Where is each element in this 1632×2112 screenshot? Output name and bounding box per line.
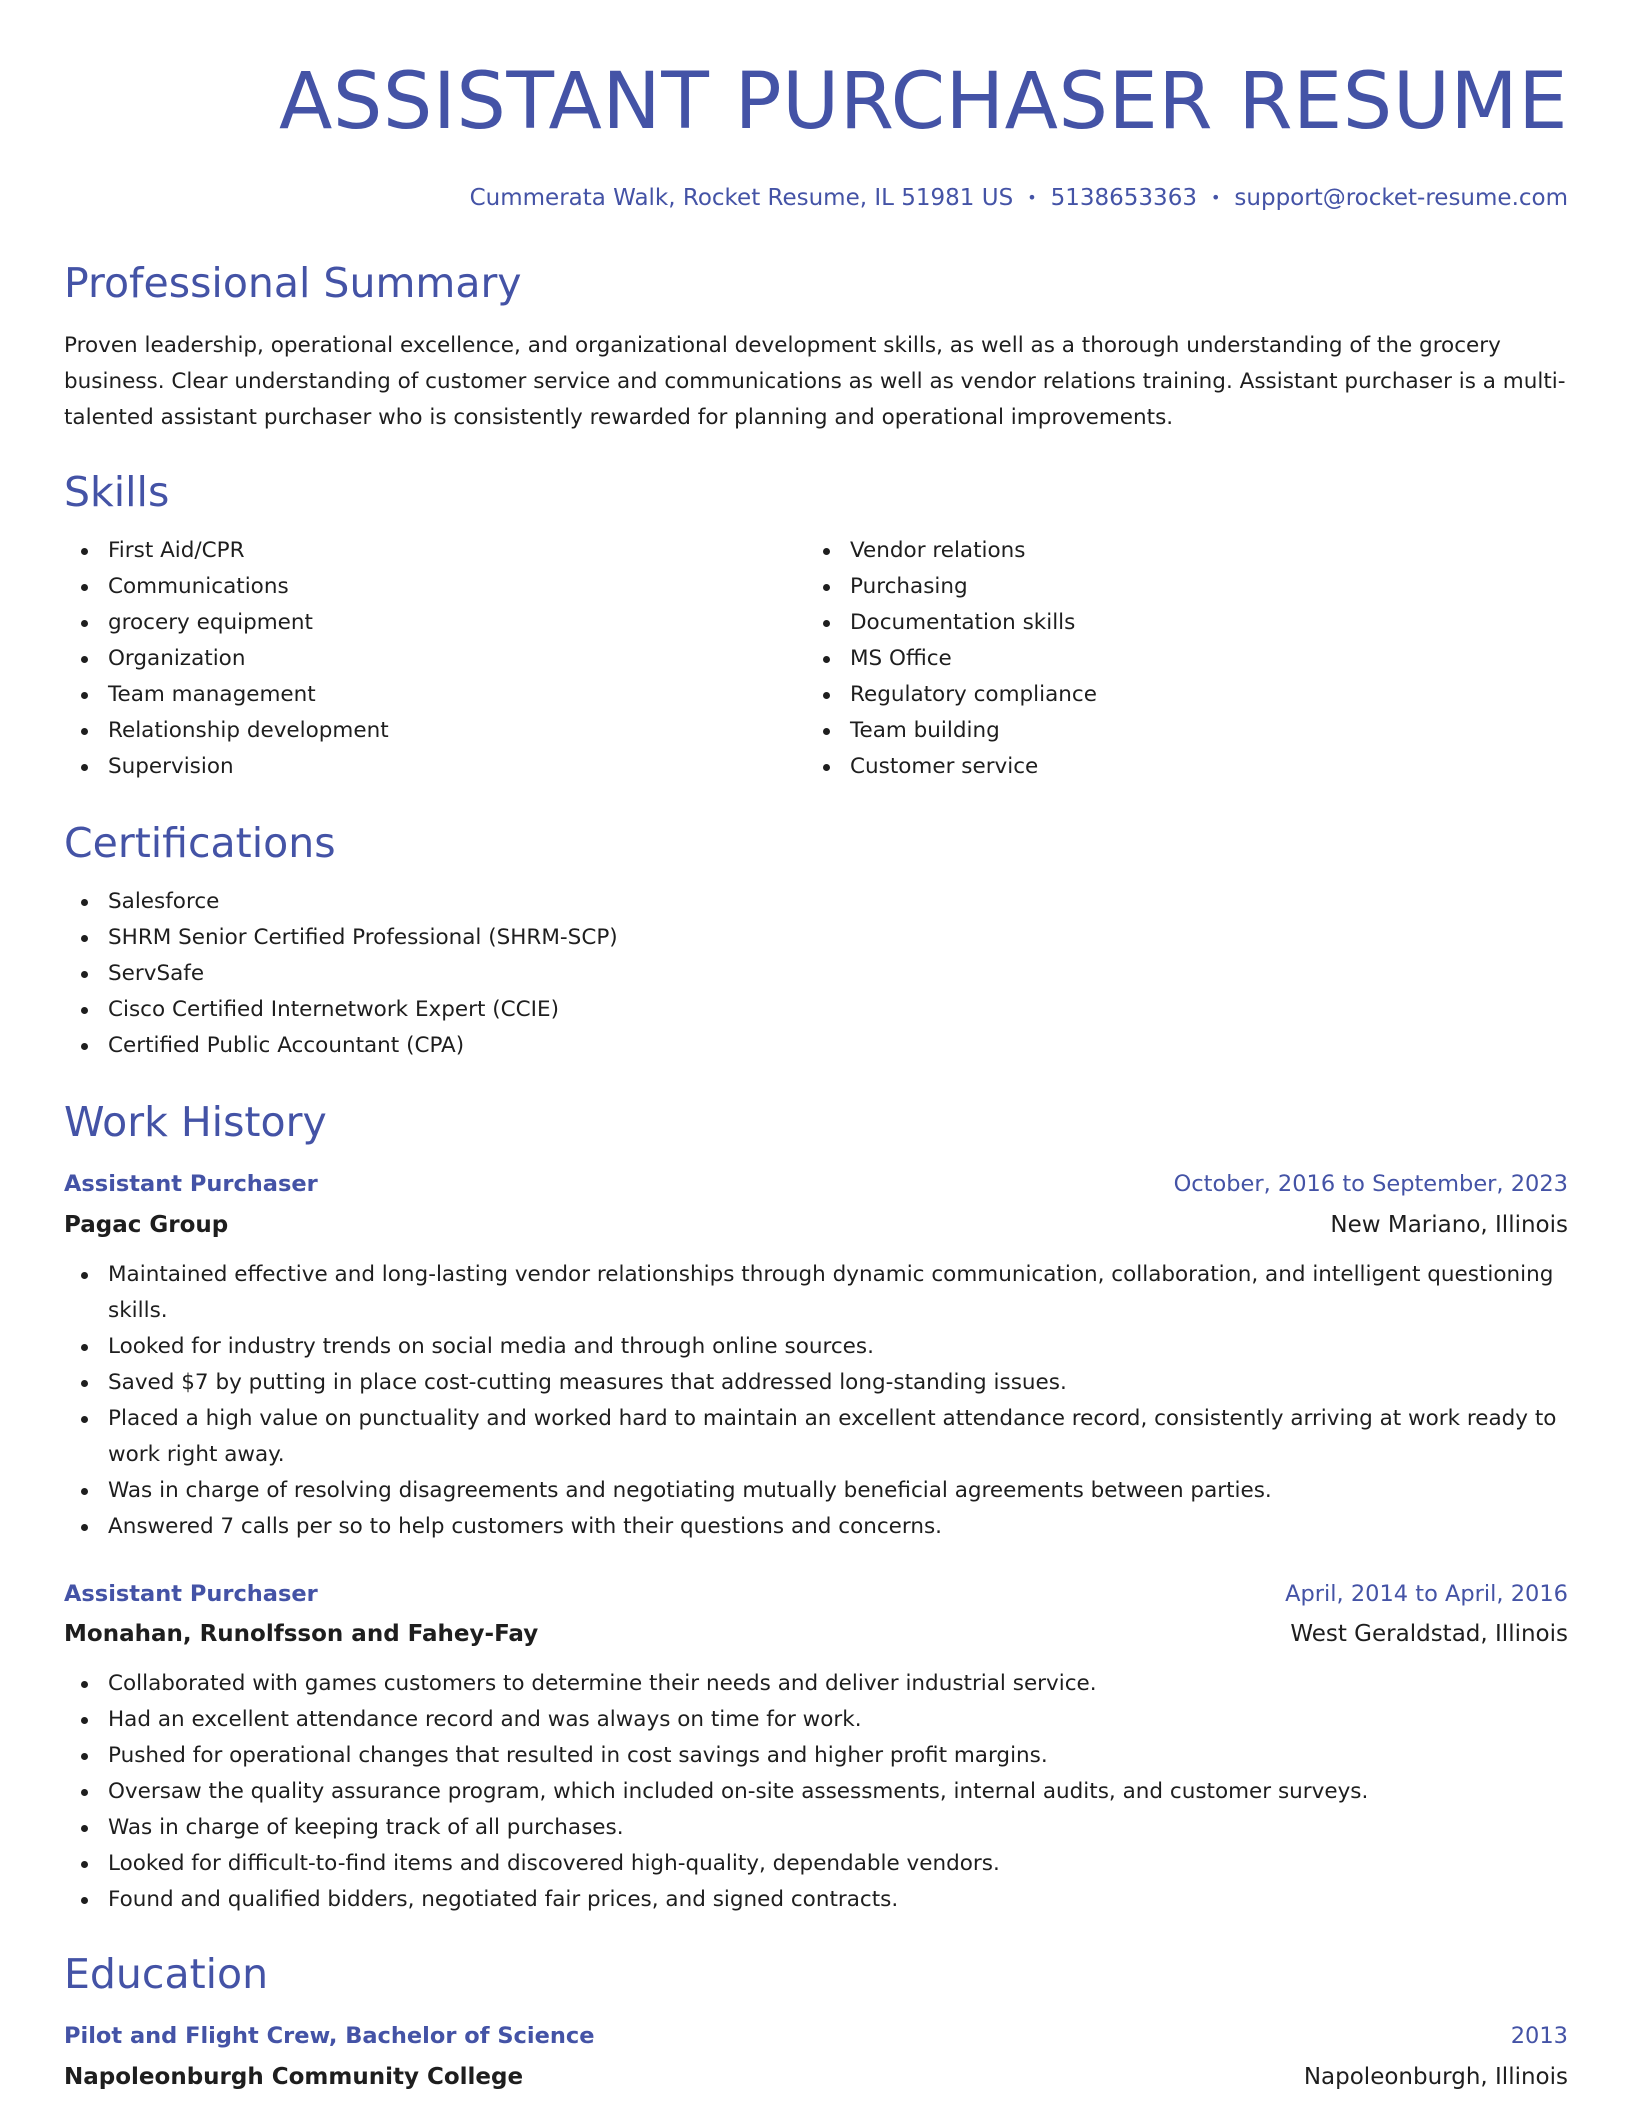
skill-item: First Aid/CPR — [64, 533, 806, 569]
skill-item: Documentation skills — [806, 605, 1548, 641]
certification-item: Salesforce — [64, 884, 1568, 920]
skills-heading: Skills — [64, 468, 170, 516]
job-duties-list — [64, 1257, 1568, 1545]
job-duty: Saved $7 by putting in place cost-cutting measures that addressed long-standing issues. — [64, 1365, 1568, 1401]
skill-item: Supervision — [64, 749, 806, 785]
certification-item: Cisco Certified Internetwork Expert (CCIE) — [64, 992, 1568, 1028]
job-duty: Answered 7 calls per so to help customers with their questions and concerns. — [64, 1509, 1568, 1545]
job-duty: Placed a high value on punctuality and worked hard to maintain an excellent attendance record, consistently arriving at work ready to work right away. — [64, 1401, 1568, 1473]
work-history-heading: Work History — [64, 1098, 327, 1146]
contact-separator: • — [1210, 188, 1221, 207]
education-heading: Education — [64, 1950, 269, 1998]
skill-item: Relationship development — [64, 713, 806, 749]
certification-item: SHRM Senior Certified Professional (SHRM-SCP) — [64, 920, 1568, 956]
job-entry — [64, 1173, 1568, 1545]
certifications-heading: Certifications — [64, 819, 336, 867]
skill-item: Organization — [64, 641, 806, 677]
job-dates: October, 2016 to September, 2023 — [1173, 1171, 1568, 1197]
job-location: West Geraldstad, Illinois — [1290, 1621, 1568, 1647]
school-name: Napoleonburgh Community College — [64, 2063, 524, 2090]
job-title: Assistant Purchaser — [64, 1580, 318, 1607]
degree: Pilot and Flight Crew, Bachelor of Science — [64, 2023, 595, 2049]
job-duty: Looked for difficult-to-find items and discovered high-quality, dependable vendors. — [64, 1846, 1568, 1882]
job-duty: Found and qualified bidders, negotiated fair prices, and signed contracts. — [64, 1882, 1568, 1918]
skill-item: Customer service — [806, 749, 1548, 785]
job-duty: Collaborated with games customers to determine their needs and deliver industrial service. — [64, 1666, 1568, 1702]
job-location: New Mariano, Illinois — [1330, 1211, 1568, 1238]
job-dates: April, 2014 to April, 2016 — [1285, 1580, 1568, 1607]
certification-item: ServSafe — [64, 956, 1568, 992]
company-name: Monahan, Runolfsson and Fahey-Fay — [64, 1621, 539, 1647]
skill-item: grocery equipment — [64, 605, 806, 641]
job-duty: Was in charge of keeping track of all purchases. — [64, 1810, 1568, 1846]
skill-item: Purchasing — [806, 569, 1548, 605]
contact-email: support@rocket-resume.com — [1234, 185, 1568, 211]
skills-left-column — [64, 533, 806, 785]
resume-title: ASSISTANT PURCHASER RESUME — [279, 57, 1568, 147]
job-duty: Was in charge of resolving disagreements and negotiating mutually beneficial agreements between parties. — [64, 1473, 1568, 1509]
skills-list — [64, 533, 1568, 785]
job-duty: Looked for industry trends on social media and through online sources. — [64, 1329, 1568, 1365]
skill-item: Communications — [64, 569, 806, 605]
contact-address: Cummerata Walk, Rocket Resume, IL 51981 US — [469, 185, 1014, 211]
summary-heading: Professional Summary — [64, 259, 522, 307]
job-duty: Pushed for operational changes that resulted in cost savings and higher profit margins. — [64, 1738, 1568, 1774]
certifications-list — [64, 884, 1568, 1064]
contact-phone: 5138653363 — [1050, 185, 1197, 211]
summary-text: Proven leadership, operational excellence, and organizational development skills, as well as a thorough understanding of the grocery business. Clear understanding of customer service and communications as well as vendor relations training. Assistant purchaser is a multi-talented assistant purchaser who is consistently rewarded for planning and operational improvements. — [64, 333, 1566, 430]
job-duty: Maintained effective and long-lasting vendor relationships through dynamic communication, collaboration, and intelligent questioning skills. — [64, 1257, 1568, 1329]
job-duty: Had an excellent attendance record and was always on time for work. — [64, 1702, 1568, 1738]
contact-line — [64, 187, 1568, 210]
job-entry — [64, 1580, 1568, 1919]
education-entry — [64, 2025, 1568, 2089]
certification-item: Certified Public Accountant (CPA) — [64, 1028, 1568, 1064]
job-title: Assistant Purchaser — [64, 1171, 318, 1197]
skill-item: Vendor relations — [806, 533, 1548, 569]
company-name: Pagac Group — [64, 1211, 229, 1238]
contact-separator: • — [1027, 188, 1037, 207]
graduation-year: 2013 — [1510, 2023, 1568, 2049]
skill-item: Team building — [806, 713, 1548, 749]
skill-item: Team management — [64, 677, 806, 713]
job-duty: Oversaw the quality assurance program, which included on-site assessments, internal audits, and customer surveys. — [64, 1774, 1568, 1810]
job-duties-list — [64, 1666, 1568, 1918]
school-location: Napoleonburgh, Illinois — [1303, 2063, 1568, 2090]
skill-item: MS Office — [806, 641, 1548, 677]
skill-item: Regulatory compliance — [806, 677, 1548, 713]
skills-right-column — [806, 533, 1548, 785]
